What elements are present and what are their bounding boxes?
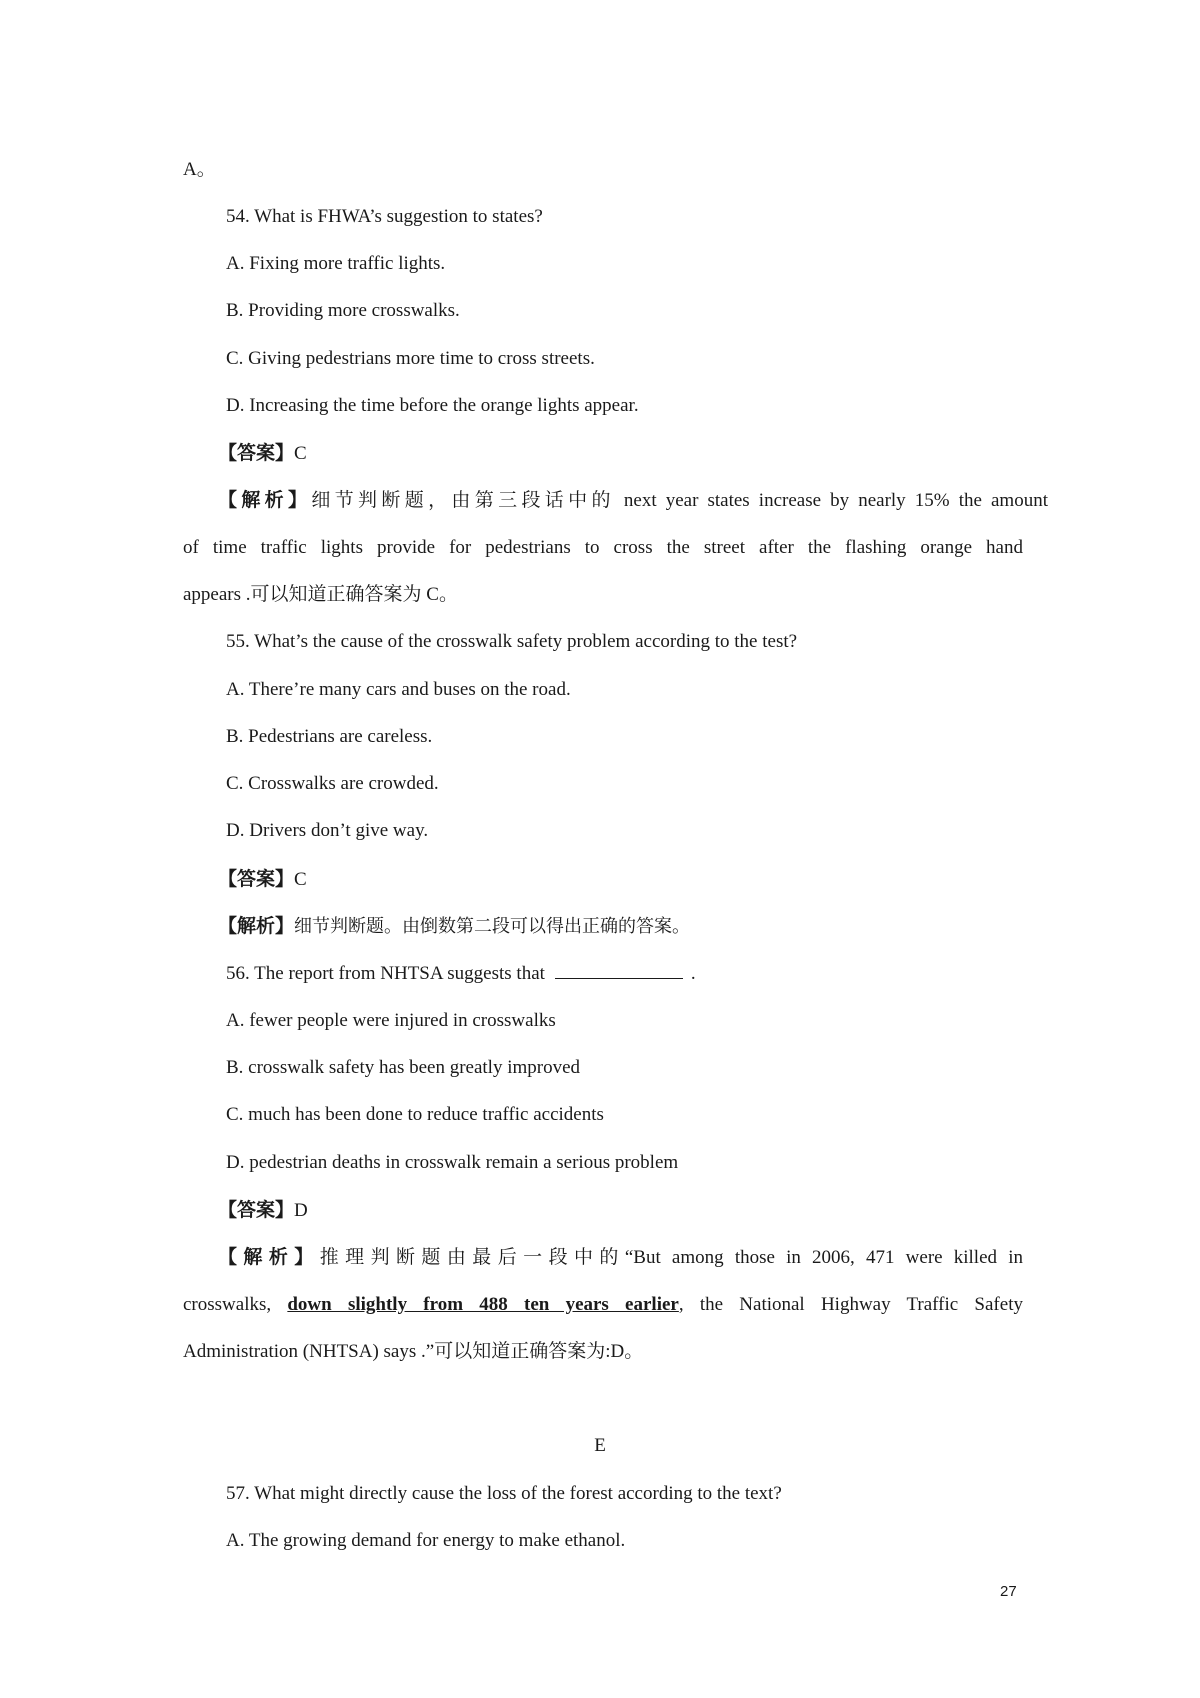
q54-analysis-line-3: appears .可以知道正确答案为 C。 [183, 584, 458, 605]
q56-answer-label: 【答案】 [218, 1199, 295, 1221]
q56-analysis-emphasis: down slightly from 488 ten years earlier [287, 1294, 679, 1315]
q56-analysis-line-1 [218, 1244, 1023, 1271]
q55-answer-row [218, 866, 307, 893]
q57-question: 57. What might directly cause the loss of the forest according to the text? [226, 1483, 782, 1504]
q54-answer-row [218, 440, 307, 467]
q55-option-c: C. Crosswalks are crowded. [226, 773, 439, 794]
q54-analysis-label: 【解析】 [218, 489, 312, 511]
q56-question [226, 960, 696, 987]
q54-answer-value: C [294, 443, 307, 464]
q55-option-d: D. Drivers don’t give way. [226, 820, 429, 841]
q54-analysis-text-1: 细节判断题，由第三段话中的 next year states increase by nearly 15% the amount [311, 490, 1048, 511]
q56-analysis-line-3: Administration (NHTSA) says .”可以知道正确答案为:D。 [183, 1341, 644, 1362]
q54-answer-label: 【答案】 [218, 442, 295, 464]
q56-answer-row [218, 1197, 308, 1224]
q55-analysis-text: 细节判断题。由倒数第二段可以得出正确的答案。 [294, 916, 691, 937]
q54-question: 54. What is FHWA’s suggestion to states? [226, 206, 543, 227]
section-e-heading: E [594, 1435, 606, 1456]
q55-option-a: A. There’re many cars and buses on the road. [226, 679, 571, 700]
q55-answer-value: C [294, 869, 307, 890]
page-number: 27 [1000, 1583, 1017, 1600]
q56-analysis-label: 【解析】 [218, 1246, 320, 1268]
q56-analysis-text-2b: , the National Highway Traffic Safety [678, 1294, 1023, 1315]
q54-option-b: B. Providing more crosswalks. [226, 300, 460, 321]
q56-analysis-text-2a: crosswalks, [183, 1294, 288, 1315]
q56-question-text: 56. The report from NHTSA suggests that [226, 963, 545, 984]
q55-option-b: B. Pedestrians are careless. [226, 726, 433, 747]
q56-answer-value: D [294, 1200, 308, 1221]
q56-analysis-text-1: 推理判断题由最后一段中的“But among those in 2006, 471 were killed in [319, 1247, 1023, 1268]
q54-option-d: D. Increasing the time before the orange lights appear. [226, 395, 639, 416]
q57-option-a: A. The growing demand for energy to make ethanol. [226, 1530, 626, 1551]
q56-option-a: A. fewer people were injured in crosswalks [226, 1010, 556, 1031]
q56-question-end: . [690, 963, 696, 984]
q56-analysis-line-2 [183, 1292, 1023, 1318]
q54-analysis-line-2: of time traffic lights provide for pedestrians to cross the street after the flashing orange hand [183, 537, 1023, 558]
q54-option-a: A. Fixing more traffic lights. [226, 253, 446, 274]
q54-option-c: C. Giving pedestrians more time to cross streets. [226, 348, 595, 369]
q55-question: 55. What’s the cause of the crosswalk safety problem according to the test? [226, 631, 798, 652]
top-fragment: A。 [183, 159, 216, 180]
q54-analysis-line-1 [218, 487, 1048, 514]
q56-answer-blank [555, 960, 683, 979]
q56-option-b: B. crosswalk safety has been greatly improved [226, 1057, 581, 1078]
q55-answer-label: 【答案】 [218, 868, 295, 890]
q56-option-c: C. much has been done to reduce traffic accidents [226, 1104, 604, 1125]
q55-analysis-label: 【解析】 [218, 915, 295, 937]
q56-option-d: D. pedestrian deaths in crosswalk remain a serious problem [226, 1152, 679, 1173]
q55-analysis-row [218, 913, 690, 940]
